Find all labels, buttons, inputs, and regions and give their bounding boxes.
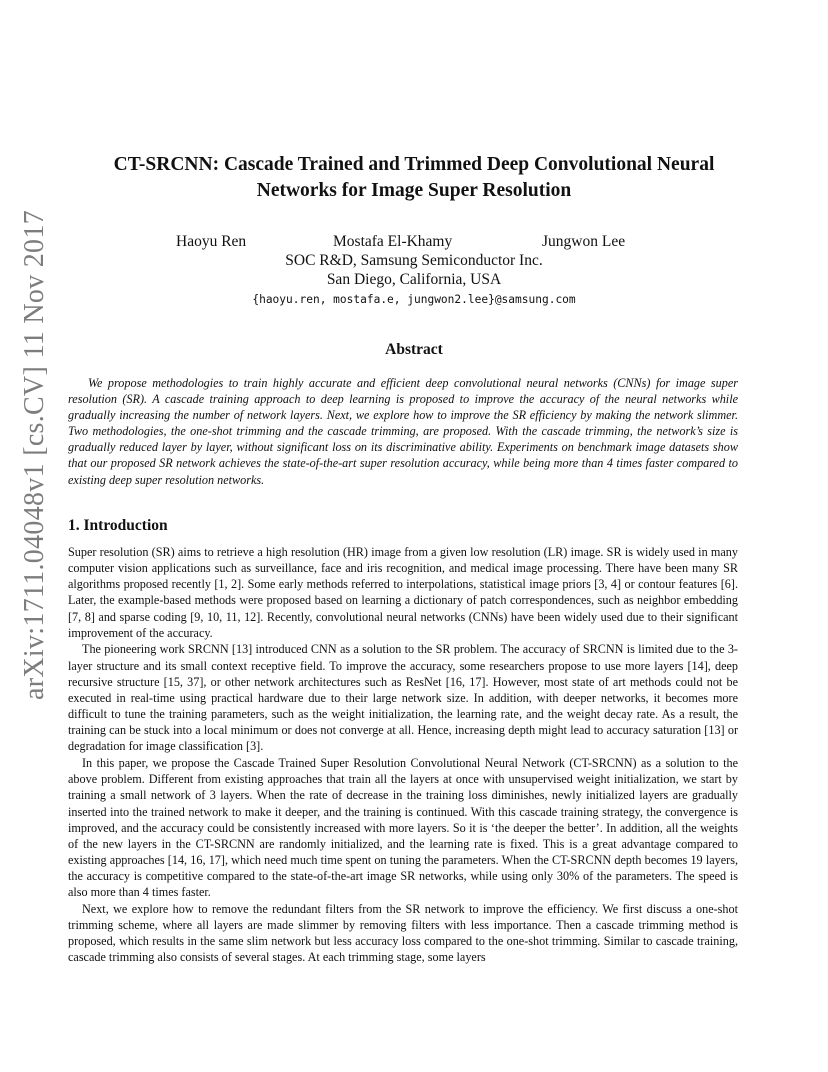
- section-heading-introduction: [68, 517, 168, 535]
- body-paragraph-1: Super resolution (SR) aims to retrieve a high resolution (HR) image from a given low resolution (LR) image. SR is widely used in many computer vision applications such as surveillance, face and iris recognition, and medical image processing. There have been many SR algorithms proposed recently [1, 2]. Some early methods referred to interpolations, statistical image priors [3, 4] or contour features [6]. Later, the example-based methods were proposed based on learning a dictionary of patch correspondences, such as neighbor embedding [7, 8] and sparse coding [9, 10, 11, 12]. Recently, convolutional neural networks (CNNs) have been widely used due to their significant improvement of the accuracy.: [68, 545, 738, 640]
- section-title: Introduction: [83, 517, 168, 534]
- author-2: Mostafa El-Khamy: [333, 233, 453, 250]
- title-line-1: CT-SRCNN: Cascade Trained and Trimmed Deep Convolutional Neural: [113, 154, 715, 175]
- introduction-body: [68, 544, 738, 966]
- affiliation-line-1: SOC R&D, Samsung Semiconductor Inc.: [285, 252, 543, 269]
- abstract-heading: Abstract: [385, 341, 443, 358]
- author-3: Jungwon Lee: [542, 233, 626, 250]
- body-paragraph-4: Next, we explore how to remove the redundant filters from the SR network to improve the efficiency. We first discuss a one-shot trimming scheme, where all layers are made slimmer by removing filters with less importance. Then a cascade trimming method is proposed, which results in the same slim network but less accuracy loss compared to the one-shot trimming. Similar to cascade training, cascade trimming also consists of several stages. At each trimming stage, some layers: [68, 901, 738, 965]
- section-number: 1.: [68, 517, 80, 534]
- affiliation-line-2: San Diego, California, USA: [326, 271, 502, 288]
- paper-title: [80, 152, 748, 204]
- body-paragraph-3: In this paper, we propose the Cascade Trained Super Resolution Convolutional Neural Network (CT-SRCNN) as a solution to the above problem. Different from existing approaches that train all the layers at once with unsupervised weight initialization, we start by training a small network of 3 layers. When the rate of decrease in the training loss diminishes, newly initialized layers are gradually inserted into the trained network to make it deeper, and the training is continued. With this cascade training strategy, the convergence is improved, and the accuracy could be consistently increased with more layers. So it is ‘the deeper the better’. In addition, all the weights of the new layers in the CT-SRCNN are randomly initialized, and the learning rate is fixed. This is a great advantage compared to existing approaches [14, 16, 17], which need much time spent on tuning the parameters. When the CT-SRCNN depth becomes 19 layers, the accuracy is competitive compared to the state-of-the-art image SR networks, while using only 30% of the parameters. The speed is also more than 4 times faster.: [68, 756, 738, 900]
- title-line-2: Networks for Image Super Resolution: [256, 180, 572, 201]
- author-1: Haoyu Ren: [176, 233, 247, 250]
- author-emails: {haoyu.ren, mostafa.e, jungwon2.lee}@samsung.com: [252, 293, 576, 306]
- body-paragraph-2: The pioneering work SRCNN [13] introduced CNN as a solution to the SR problem. The accuracy of SRCNN is limited due to the 3-layer structure and its small context receptive field. To improve the accuracy, some researchers propose to use more layers [14], deep recursive structure [15, 37], or other network architectures such as ResNet [16, 17]. However, most state of art methods could not be executed in real-time using practical hardware due to their large network size. In addition, with deeper networks, it becomes more difficult to tune the training parameters, such as the weight initialization, the learning rate, and the weight decay rate. As a result, the training can be stuck into a local minimum or does not converge at all. Hence, increasing depth might lead to accuracy saturation [13] or degradation for image classification [3].: [68, 642, 738, 754]
- arxiv-identifier: arXiv:1711.04048v1 [cs.CV] 11 Nov 2017: [19, 210, 50, 700]
- abstract-text: We propose methodologies to train highly accurate and efficient deep convolutional neural networks (CNNs) for image super resolution (SR). A cascade training approach to deep learning is proposed to improve the accuracy of the neural networks while gradually increasing the number of network layers. Next, we explore how to improve the SR efficiency by making the network slimmer. Two methodologies, the one-shot trimming and the cascade trimming, are proposed. With the cascade trimming, the network’s size is gradually reduced layer by layer, without significant loss on its discriminative ability. Experiments on benchmark image datasets show that our proposed SR network achieves the state-of-the-art super resolution accuracy, while being more than 4 times faster compared to existing deep super resolution networks.: [68, 376, 738, 487]
